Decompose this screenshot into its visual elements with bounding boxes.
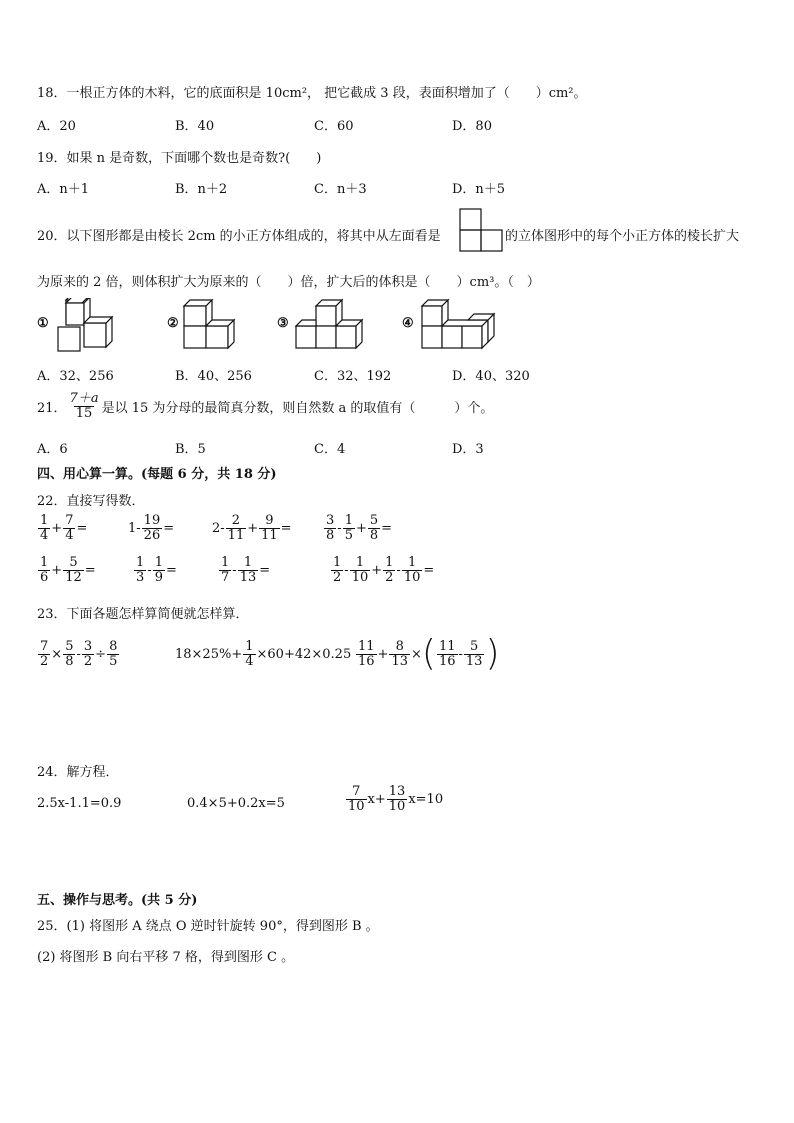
fraction: [402, 556, 423, 584]
num: 19: [143, 513, 161, 528]
q24-equation-1: 2.5x-1.1=0.9: [37, 796, 122, 811]
den: 5: [344, 527, 353, 543]
fraction: [464, 640, 485, 668]
q23-e2: [175, 640, 351, 668]
q21-option-d: D．3: [452, 442, 484, 457]
figure-4-label: ④: [402, 316, 414, 331]
num: 8: [109, 639, 118, 654]
num: 7: [352, 784, 361, 799]
equals: =: [163, 520, 175, 536]
operator: +: [377, 646, 389, 662]
num: 8: [395, 638, 404, 654]
num: 1: [245, 639, 254, 654]
fraction: [226, 514, 247, 542]
equals: =: [423, 562, 435, 578]
left-paren: (: [421, 633, 436, 674]
num: 1: [243, 555, 253, 570]
operator: -: [232, 562, 237, 578]
fraction: [259, 514, 280, 542]
den: 2: [333, 569, 342, 585]
fraction: [368, 514, 380, 542]
fraction: [389, 640, 410, 668]
den: 26: [143, 527, 161, 543]
operator: +: [371, 562, 383, 578]
fraction: [324, 514, 336, 542]
q18-text: 18．一根正方体的木料，它的底面积是 10cm²， 把它截成 3 段，表面积增加了（ ）cm²。: [37, 86, 587, 101]
figure-1-cubes-icon: [56, 298, 116, 354]
right-paren: ): [485, 633, 500, 674]
q23-title: 23．下面各题怎样算简便就怎样算．: [37, 607, 249, 622]
lead-term: 18×25%+: [175, 646, 243, 662]
num: 1: [407, 555, 417, 570]
q21-frac-num: 7＋a: [69, 391, 99, 406]
fraction: [82, 640, 94, 668]
den: 10: [388, 798, 406, 814]
den: 4: [245, 653, 254, 669]
fraction: [343, 514, 355, 542]
equals: =: [280, 520, 292, 536]
q25-line-1: 25．(1) 将图形 A 绕点 O 逆时针旋转 90°，得到图形 B 。: [37, 919, 379, 934]
den: 10: [348, 798, 365, 814]
den: 13: [391, 653, 408, 669]
operator: +: [355, 520, 367, 536]
fraction: [142, 514, 163, 542]
den: 8: [326, 527, 335, 543]
section5-title: 五、操作与思考。(共 5 分): [37, 893, 198, 908]
q22-r1-e2: [128, 514, 174, 542]
q23-e3: [355, 633, 500, 674]
figure-3-cubes-icon: [294, 298, 368, 354]
q24-equation-3: [345, 785, 443, 813]
section4-title: 四、用心算一算。(每题 6 分，共 18 分): [37, 467, 277, 482]
den: 2: [40, 653, 49, 669]
q18-option-b: B．40: [175, 119, 215, 134]
q21-text: 是以 15 为分母的最简真分数，则自然数 a 的取值有（ ）个。: [101, 400, 494, 416]
den: 2: [83, 653, 93, 669]
den: 4: [65, 527, 74, 543]
den: 8: [65, 653, 74, 669]
q24-title: 24．解方程．: [37, 765, 119, 780]
num: 7: [65, 513, 74, 528]
num: 1: [221, 555, 230, 570]
figure-4-cubes-icon: [420, 298, 500, 354]
q21-prefix: 21．: [37, 400, 67, 416]
q18-option-d: D．80: [452, 119, 492, 134]
operator: +: [51, 520, 63, 536]
q21-option-b: B．5: [175, 442, 206, 457]
num: 1: [154, 555, 163, 570]
fraction: [346, 785, 367, 813]
den: 5: [109, 653, 118, 669]
operator: ×: [411, 646, 422, 662]
fraction: [238, 556, 259, 584]
fraction: [38, 514, 50, 542]
num: 1: [40, 555, 49, 570]
fraction: [38, 640, 50, 668]
operator: ÷: [95, 646, 107, 662]
lead-term: 1-: [128, 520, 141, 536]
q19-text: 19．如果 n 是奇数，下面哪个数也是奇数?( ): [37, 151, 322, 166]
num: 1: [344, 513, 353, 528]
den: 13: [465, 653, 483, 669]
q21-option-c: C．4: [314, 442, 346, 457]
operator: -: [337, 520, 342, 536]
q20-option-b: B．40、256: [175, 369, 252, 384]
equals: =: [76, 520, 88, 536]
equals: =: [165, 562, 177, 578]
figure-1-label: ①: [37, 316, 49, 331]
num: 5: [470, 638, 479, 654]
fraction: [153, 556, 165, 584]
fraction: [356, 640, 377, 668]
operator: -: [396, 562, 401, 578]
den: 3: [136, 569, 145, 585]
q21-frac-den: 15: [75, 405, 93, 421]
operator: +: [51, 562, 63, 578]
den: 9: [154, 569, 163, 585]
num: 1: [355, 555, 365, 570]
fraction: [63, 556, 84, 584]
num: 13: [388, 784, 406, 799]
q22-title: 22．直接写得数．: [37, 494, 145, 509]
q22-r1-e4: [323, 514, 392, 542]
operator: ×: [51, 646, 63, 662]
q18-option-c: C．60: [314, 119, 354, 134]
q21-option-a: A．6: [37, 442, 68, 457]
num: 5: [69, 555, 78, 570]
operator: -: [458, 646, 463, 662]
tail-term: ×60+42×0.25: [256, 646, 352, 662]
den: 7: [221, 569, 230, 585]
q20-text-c: 为原来的 2 倍，则体积扩大为原来的（ ）倍，扩大后的体积是（ ）cm³。（ ）: [37, 275, 540, 290]
den: 11: [261, 527, 278, 543]
fraction: [243, 640, 255, 668]
q20-text-b: 的立体图形中的每个小正方体的棱长扩大: [505, 229, 740, 244]
q22-r2-e3: [218, 556, 270, 584]
operator: -: [76, 646, 81, 662]
lead-term: 2-: [212, 520, 225, 536]
num: 7: [40, 639, 49, 654]
den: 10: [403, 569, 421, 585]
q22-r1-e1: [37, 514, 87, 542]
q21-fraction: [68, 392, 101, 420]
fraction: [63, 514, 75, 542]
q22-r1-e3: [212, 514, 292, 542]
num: 3: [83, 639, 93, 654]
den: 8: [369, 527, 379, 543]
num: 9: [265, 513, 274, 528]
num: 1: [385, 555, 394, 570]
den: 6: [40, 569, 49, 585]
fraction: [107, 640, 119, 668]
figure-3-label: ③: [277, 316, 289, 331]
den: 4: [40, 527, 49, 543]
q18-option-a: A．20: [37, 119, 76, 134]
q25-line-2: (2) 将图形 B 向右平移 7 格，得到图形 C 。: [37, 950, 295, 965]
q20-option-d: D．40、320: [452, 369, 530, 384]
q22-r2-e4: [330, 556, 434, 584]
fraction: [383, 556, 395, 584]
fraction: [437, 640, 458, 668]
den: 10: [351, 569, 369, 585]
den: 16: [358, 653, 375, 669]
den: 16: [438, 653, 456, 669]
q19-option-a: A．n＋1: [37, 182, 90, 197]
mid-term: x+: [367, 791, 386, 807]
equals: =: [84, 562, 96, 578]
operator: -: [147, 562, 152, 578]
tail-term: x=10: [408, 791, 444, 807]
num: 11: [358, 638, 375, 654]
num: 1: [136, 555, 145, 570]
den: 13: [239, 569, 257, 585]
q19-option-c: C．n＋3: [314, 182, 367, 197]
left-view-icon: [459, 208, 503, 256]
num: 2: [231, 513, 241, 528]
q19-option-d: D．n＋5: [452, 182, 506, 197]
operator: -: [344, 562, 349, 578]
q21-line: [37, 392, 493, 420]
num: 11: [438, 638, 456, 654]
q20-option-c: C．32、192: [314, 369, 392, 384]
den: 12: [65, 569, 82, 585]
fraction: [350, 556, 371, 584]
fraction: [63, 640, 75, 668]
fraction: [38, 556, 50, 584]
q24-equation-2: 0.4×5+0.2x=5: [187, 796, 285, 811]
fraction: [134, 556, 146, 584]
den: 2: [385, 569, 394, 585]
num: 1: [40, 513, 49, 528]
operator: +: [247, 520, 259, 536]
fraction: [387, 785, 408, 813]
q22-r2-e2: [133, 556, 177, 584]
fraction: [219, 556, 231, 584]
equals: =: [381, 520, 393, 536]
figure-2-label: ②: [167, 316, 179, 331]
q20-text-a: 20．以下图形都是由棱长 2cm 的小正方体组成的，将其中从左面看是: [37, 229, 441, 244]
equals: =: [259, 562, 271, 578]
num: 5: [65, 639, 74, 654]
den: 11: [227, 527, 245, 543]
figure-2-cubes-icon: [182, 298, 238, 354]
num: 3: [326, 513, 335, 528]
q20-option-a: A．32、256: [37, 369, 114, 384]
num: 5: [369, 513, 379, 528]
q19-option-b: B．n＋2: [175, 182, 228, 197]
num: 1: [333, 555, 342, 570]
q23-e1: [37, 640, 120, 668]
q22-r2-e1: [37, 556, 96, 584]
fraction: [331, 556, 343, 584]
